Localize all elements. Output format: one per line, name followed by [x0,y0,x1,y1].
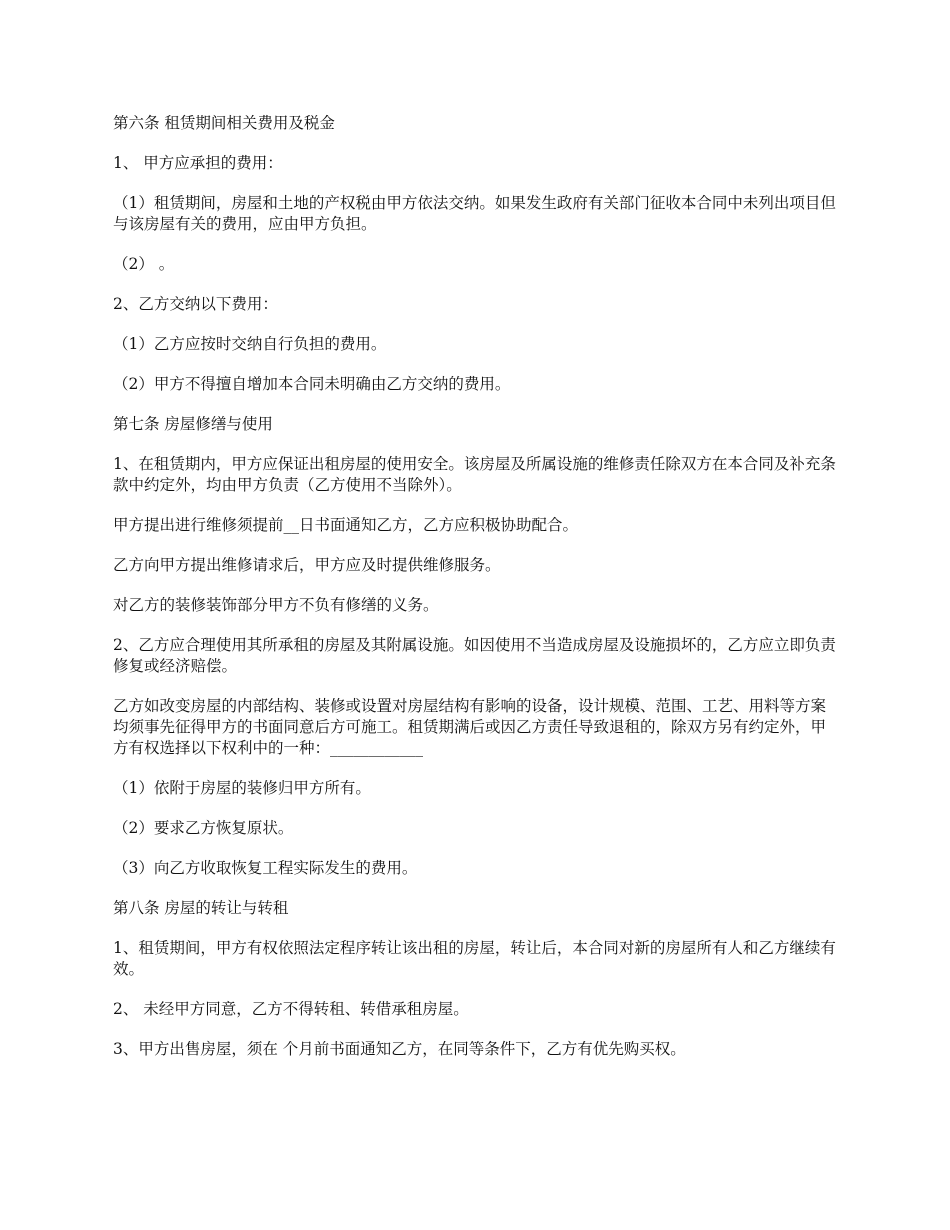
clause-7-1-service: 乙方向甲方提出维修请求后，甲方应及时提供维修服务。 [113,556,501,574]
clause-6-2-1: （1）乙方应按时交纳自行负担的费用。 [113,335,387,353]
clause-7-1-notice: 甲方提出进行维修须提前__日书面通知乙方，乙方应积极协助配合。 [113,516,579,534]
clause-6-1-2: （2） 。 [113,255,175,273]
clause-7-2-option-2: （2）要求乙方恢复原状。 [113,819,294,837]
clause-6-2-2: （2）甲方不得擅自增加本合同未明确由乙方交纳的费用。 [113,375,511,393]
clause-8-2: 2、 未经甲方同意，乙方不得转租、转借承租房屋。 [113,1000,469,1018]
clause-8-1: 1、租赁期间，甲方有权依照法定程序转让该出租的房屋，转让后，本合同对新的房屋所有人和乙方继续有效。 [113,939,836,978]
document-body [113,113,841,1079]
clause-7-1-decoration: 对乙方的装修装饰部分甲方不负有修缮的义务。 [113,596,439,614]
clause-6-2: 2、乙方交纳以下费用： [113,295,278,313]
clause-7-2: 2、乙方应合理使用其所承租的房屋及其附属设施。如因使用不当造成房屋及设施损坏的，乙方应立即负责修复或经济赔偿。 [113,636,836,675]
article-6-heading: 第六条 租赁期间相关费用及税金 [113,114,335,132]
clause-8-3: 3、甲方出售房屋，须在 个月前书面通知乙方，在同等条件下，乙方有优先购买权。 [113,1040,686,1058]
clause-7-2-option-3: （3）向乙方收取恢复工程实际发生的费用。 [113,859,418,877]
article-8-heading: 第八条 房屋的转让与转租 [113,899,289,917]
clause-6-1: 1、 甲方应承担的费用： [113,154,283,172]
article-7-heading: 第七条 房屋修缮与使用 [113,415,273,433]
clause-7-2-alteration: 乙方如改变房屋的内部结构、装修或设置对房屋结构有影响的设备，设计规模、范围、工艺、用料等方案均须事先征得甲方的书面同意后方可施工。租赁期满后或因乙方责任导致退租的，除双方另有约定外，甲方有权选择以下权利中的一种：____________ [113,697,827,757]
clause-6-1-1: （1）租赁期间，房屋和土地的产权税由甲方依法交纳。如果发生政府有关部门征收本合同中未列出项目但与该房屋有关的费用，应由甲方负担。 [113,194,836,233]
clause-7-1: 1、在租赁期内，甲方应保证出租房屋的使用安全。该房屋及所属设施的维修责任除双方在本合同及补充条款中约定外，均由甲方负责（乙方使用不当除外）。 [113,455,836,494]
clause-7-2-option-1: （1）依附于房屋的装修归甲方所有。 [113,779,371,797]
